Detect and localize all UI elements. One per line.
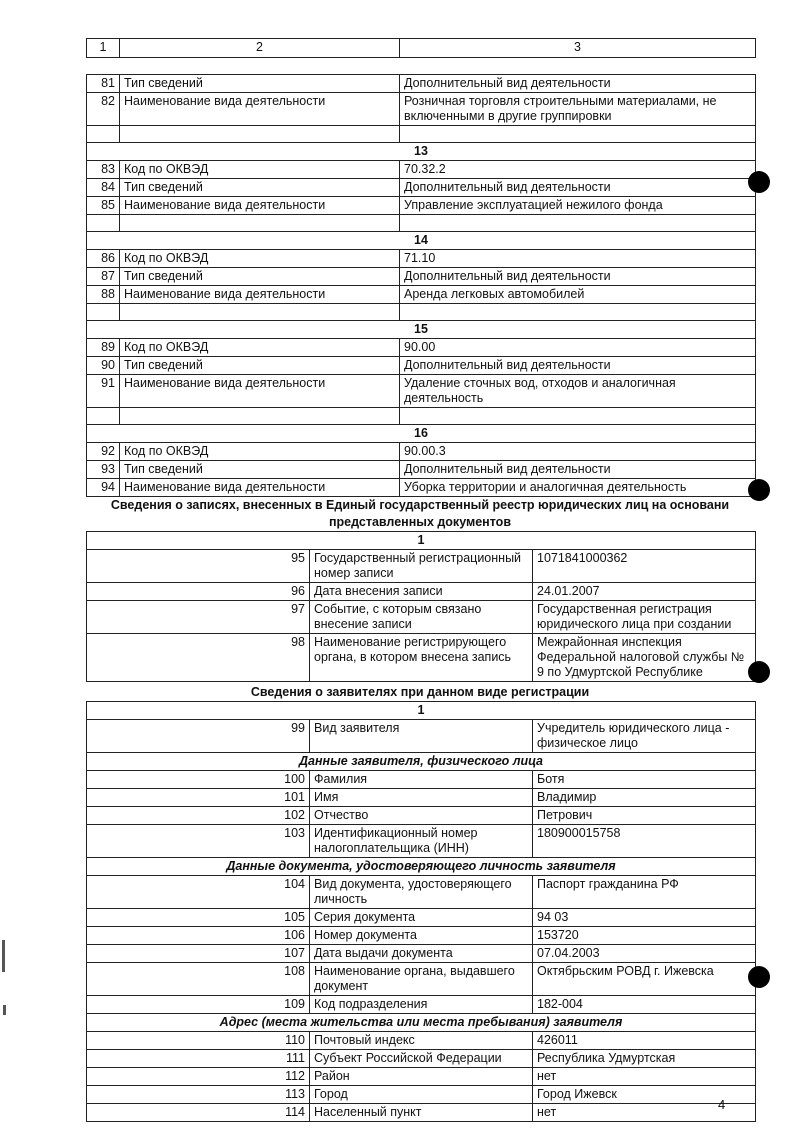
field-label: Тип сведений bbox=[120, 179, 400, 197]
table-row bbox=[87, 286, 756, 304]
row-number: 113 bbox=[87, 1086, 310, 1104]
field-value: Паспорт гражданина РФ bbox=[533, 876, 756, 909]
table-row bbox=[87, 461, 756, 479]
field-label: Населенный пункт bbox=[310, 1104, 533, 1122]
table-row bbox=[87, 197, 756, 215]
empty-cell bbox=[87, 408, 120, 425]
row-number: 96 bbox=[87, 583, 310, 601]
group-header-row bbox=[87, 232, 756, 250]
field-value: 94 03 bbox=[533, 909, 756, 927]
field-value: 24.01.2007 bbox=[533, 583, 756, 601]
field-label: Район bbox=[310, 1068, 533, 1086]
field-label: Серия документа bbox=[310, 909, 533, 927]
empty-cell bbox=[87, 215, 120, 232]
field-value: 70.32.2 bbox=[400, 161, 756, 179]
table-row bbox=[87, 375, 756, 408]
field-label: Код подразделения bbox=[310, 996, 533, 1014]
group-number: 15 bbox=[87, 321, 756, 339]
table-row bbox=[87, 357, 756, 375]
blank-row bbox=[87, 126, 756, 143]
group-number: 16 bbox=[87, 425, 756, 443]
field-value: 180900015758 bbox=[533, 825, 756, 858]
field-label: Тип сведений bbox=[120, 357, 400, 375]
field-value: Дополнительный вид деятельности bbox=[400, 75, 756, 93]
table-row bbox=[87, 161, 756, 179]
row-number: 84 bbox=[87, 179, 120, 197]
group-header-row bbox=[87, 143, 756, 161]
field-label: Государственный регистрационный номер записи bbox=[310, 550, 533, 583]
punch-hole-mark bbox=[748, 479, 770, 501]
row-number: 88 bbox=[87, 286, 120, 304]
field-label: Наименование вида деятельности bbox=[120, 375, 400, 408]
empty-cell bbox=[120, 408, 400, 425]
field-value: Учредитель юридического лица - физическое лицо bbox=[533, 720, 756, 753]
page-number: 4 bbox=[718, 1097, 726, 1112]
table-row bbox=[87, 583, 756, 601]
row-number: 92 bbox=[87, 443, 120, 461]
field-label: Идентификационный номер налогоплательщика (ИНН) bbox=[310, 825, 533, 858]
table-row bbox=[87, 93, 756, 126]
records-section-title: Сведения о записях, внесенных в Единый государственный реестр юридических лиц на основани bbox=[110, 498, 730, 512]
field-label: Город bbox=[310, 1086, 533, 1104]
row-number: 86 bbox=[87, 250, 120, 268]
blank-row bbox=[87, 215, 756, 232]
field-value: Государственная регистрация юридического лица при создании bbox=[533, 601, 756, 634]
field-value: 1071841000362 bbox=[533, 550, 756, 583]
row-number: 110 bbox=[87, 1032, 310, 1050]
row-number: 91 bbox=[87, 375, 120, 408]
row-number: 106 bbox=[87, 927, 310, 945]
row-number: 97 bbox=[87, 601, 310, 634]
punch-hole-mark bbox=[748, 966, 770, 988]
field-value: нет bbox=[533, 1104, 756, 1122]
column-header-1: 1 bbox=[87, 39, 120, 58]
field-label: Код по ОКВЭД bbox=[120, 250, 400, 268]
table-row bbox=[87, 479, 756, 497]
scan-edge-mark bbox=[3, 1005, 6, 1015]
field-value: Межрайонная инспекция Федеральной налоговой службы № 9 по Удмуртской Республике bbox=[533, 634, 756, 682]
field-value: 07.04.2003 bbox=[533, 945, 756, 963]
punch-hole-mark bbox=[748, 661, 770, 683]
field-value: 71.10 bbox=[400, 250, 756, 268]
table-row bbox=[87, 1068, 756, 1086]
field-value: Дополнительный вид деятельности bbox=[400, 461, 756, 479]
group-header-row bbox=[87, 425, 756, 443]
row-number: 100 bbox=[87, 771, 310, 789]
table-row bbox=[87, 1104, 756, 1122]
row-number: 94 bbox=[87, 479, 120, 497]
table-row bbox=[87, 771, 756, 789]
field-label: Дата выдачи документа bbox=[310, 945, 533, 963]
field-label: Событие, с которым связано внесение записи bbox=[310, 601, 533, 634]
field-value: 182-004 bbox=[533, 996, 756, 1014]
table-row bbox=[87, 601, 756, 634]
records-table-header: 1 bbox=[87, 532, 756, 550]
field-label: Номер документа bbox=[310, 927, 533, 945]
records-table bbox=[86, 531, 756, 682]
field-value: Ботя bbox=[533, 771, 756, 789]
empty-cell bbox=[87, 126, 120, 143]
subsection-header-row bbox=[87, 858, 756, 876]
empty-cell bbox=[120, 304, 400, 321]
empty-cell bbox=[87, 304, 120, 321]
field-label: Тип сведений bbox=[120, 461, 400, 479]
table-row bbox=[87, 927, 756, 945]
row-number: 87 bbox=[87, 268, 120, 286]
row-number: 98 bbox=[87, 634, 310, 682]
table-row bbox=[87, 720, 756, 753]
field-value: Уборка территории и аналогичная деятельность bbox=[400, 479, 756, 497]
subsection-title: Данные документа, удостоверяющего личность заявителя bbox=[87, 858, 756, 876]
group-header-row bbox=[87, 321, 756, 339]
row-number: 108 bbox=[87, 963, 310, 996]
field-label: Отчество bbox=[310, 807, 533, 825]
scan-edge-mark bbox=[2, 940, 5, 972]
field-label: Тип сведений bbox=[120, 75, 400, 93]
empty-cell bbox=[400, 304, 756, 321]
field-label: Фамилия bbox=[310, 771, 533, 789]
table-row bbox=[87, 75, 756, 93]
table-row bbox=[87, 945, 756, 963]
field-label: Код по ОКВЭД bbox=[120, 443, 400, 461]
row-number: 89 bbox=[87, 339, 120, 357]
field-value: Дополнительный вид деятельности bbox=[400, 179, 756, 197]
row-number: 109 bbox=[87, 996, 310, 1014]
blank-row bbox=[87, 304, 756, 321]
column-header-2: 2 bbox=[120, 39, 400, 58]
row-number: 81 bbox=[87, 75, 120, 93]
subsection-title: Данные заявителя, физического лица bbox=[87, 753, 756, 771]
row-number: 93 bbox=[87, 461, 120, 479]
field-label: Наименование регистрирующего органа, в котором внесена запись bbox=[310, 634, 533, 682]
empty-cell bbox=[120, 215, 400, 232]
applicants-table-header: 1 bbox=[87, 702, 756, 720]
table-row bbox=[87, 996, 756, 1014]
activity-table bbox=[86, 74, 756, 497]
field-value: 426011 bbox=[533, 1032, 756, 1050]
column-header-3: 3 bbox=[400, 39, 756, 58]
table-row bbox=[87, 789, 756, 807]
table-row bbox=[87, 634, 756, 682]
field-value: Петрович bbox=[533, 807, 756, 825]
applicants-section-title: Сведения о заявителях при данном виде регистрации bbox=[250, 685, 590, 699]
row-number: 107 bbox=[87, 945, 310, 963]
field-label: Наименование вида деятельности bbox=[120, 286, 400, 304]
field-label: Вид заявителя bbox=[310, 720, 533, 753]
field-label: Почтовый индекс bbox=[310, 1032, 533, 1050]
table-row bbox=[87, 179, 756, 197]
field-value: Дополнительный вид деятельности bbox=[400, 357, 756, 375]
field-value: 90.00 bbox=[400, 339, 756, 357]
row-number: 114 bbox=[87, 1104, 310, 1122]
field-value: Октябрьским РОВД г. Ижевска bbox=[533, 963, 756, 996]
row-number: 101 bbox=[87, 789, 310, 807]
row-number: 103 bbox=[87, 825, 310, 858]
table-row bbox=[87, 443, 756, 461]
field-value: Республика Удмуртская bbox=[533, 1050, 756, 1068]
field-label: Наименование органа, выдавшего документ bbox=[310, 963, 533, 996]
blank-row bbox=[87, 408, 756, 425]
field-value: Аренда легковых автомобилей bbox=[400, 286, 756, 304]
table-row bbox=[87, 876, 756, 909]
field-value: Удаление сточных вод, отходов и аналогичная деятельность bbox=[400, 375, 756, 408]
table-row bbox=[87, 339, 756, 357]
punch-hole-mark bbox=[748, 171, 770, 193]
field-value: 153720 bbox=[533, 927, 756, 945]
table-row bbox=[87, 807, 756, 825]
table-row bbox=[87, 1032, 756, 1050]
row-number: 85 bbox=[87, 197, 120, 215]
field-label: Наименование вида деятельности bbox=[120, 93, 400, 126]
row-number: 95 bbox=[87, 550, 310, 583]
applicants-table bbox=[86, 701, 756, 1122]
field-label: Имя bbox=[310, 789, 533, 807]
field-label: Субъект Российской Федерации bbox=[310, 1050, 533, 1068]
field-label: Наименование вида деятельности bbox=[120, 479, 400, 497]
empty-cell bbox=[400, 126, 756, 143]
row-number: 104 bbox=[87, 876, 310, 909]
subsection-title: Адрес (места жительства или места пребывания) заявителя bbox=[87, 1014, 756, 1032]
field-value: 90.00.3 bbox=[400, 443, 756, 461]
field-value: Управление эксплуатацией нежилого фонда bbox=[400, 197, 756, 215]
subsection-header-row bbox=[87, 753, 756, 771]
empty-cell bbox=[400, 408, 756, 425]
column-header-table bbox=[86, 38, 756, 58]
field-label: Код по ОКВЭД bbox=[120, 339, 400, 357]
field-label: Дата внесения записи bbox=[310, 583, 533, 601]
records-section-title-line2: представленных документов bbox=[328, 515, 512, 529]
table-row bbox=[87, 550, 756, 583]
field-value: Город Ижевск bbox=[533, 1086, 756, 1104]
row-number: 105 bbox=[87, 909, 310, 927]
row-number: 111 bbox=[87, 1050, 310, 1068]
table-row bbox=[87, 825, 756, 858]
empty-cell bbox=[120, 126, 400, 143]
row-number: 99 bbox=[87, 720, 310, 753]
row-number: 102 bbox=[87, 807, 310, 825]
row-number: 112 bbox=[87, 1068, 310, 1086]
table-row bbox=[87, 250, 756, 268]
field-value: Розничная торговля строительными материалами, не включенными в другие группировки bbox=[400, 93, 756, 126]
table-row bbox=[87, 268, 756, 286]
row-number: 82 bbox=[87, 93, 120, 126]
field-label: Тип сведений bbox=[120, 268, 400, 286]
field-label: Наименование вида деятельности bbox=[120, 197, 400, 215]
subsection-header-row bbox=[87, 1014, 756, 1032]
field-label: Вид документа, удостоверяющего личность bbox=[310, 876, 533, 909]
field-label: Код по ОКВЭД bbox=[120, 161, 400, 179]
table-row bbox=[87, 1086, 756, 1104]
row-number: 83 bbox=[87, 161, 120, 179]
field-value: Владимир bbox=[533, 789, 756, 807]
table-row bbox=[87, 909, 756, 927]
group-number: 13 bbox=[87, 143, 756, 161]
table-row bbox=[87, 1050, 756, 1068]
field-value: нет bbox=[533, 1068, 756, 1086]
row-number: 90 bbox=[87, 357, 120, 375]
table-row bbox=[87, 963, 756, 996]
empty-cell bbox=[400, 215, 756, 232]
group-number: 14 bbox=[87, 232, 756, 250]
field-value: Дополнительный вид деятельности bbox=[400, 268, 756, 286]
